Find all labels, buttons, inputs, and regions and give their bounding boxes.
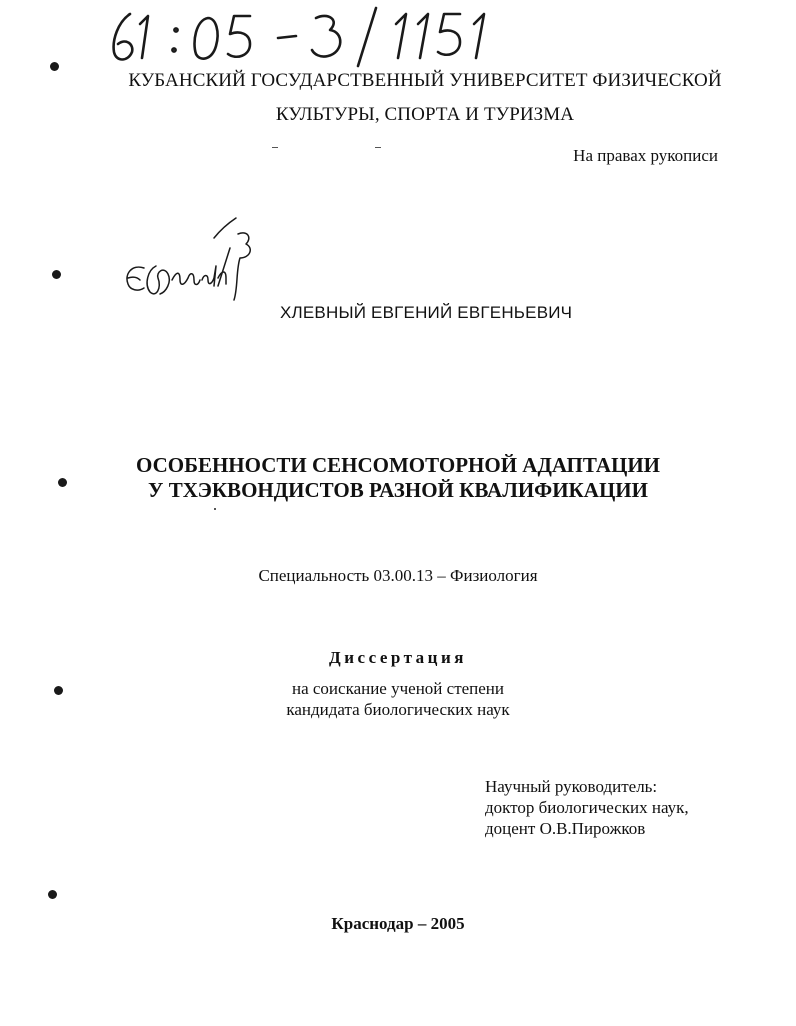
handwritten-archive-code-graphic: [100, 2, 520, 72]
manuscript-rights-note: На правах рукописи: [573, 146, 718, 165]
degree-line1: на соискание ученой степени: [291, 679, 505, 698]
handwritten-archive-code: [100, 2, 520, 72]
university-name: [110, 64, 740, 132]
degree-line2: кандидата биологических наук: [286, 700, 510, 719]
binding-hole: [50, 62, 59, 71]
scientific-supervisor: [485, 776, 689, 839]
university-name-line1: КУБАНСКИЙ ГОСУДАРСТВЕННЫЙ УНИВЕРСИТЕТ ФИЗИЧЕСКОЙ: [128, 70, 722, 91]
supervisor-degree: доктор биологических наук,: [485, 798, 689, 817]
binding-hole: [52, 270, 61, 279]
scan-speck: [375, 147, 381, 148]
supervisor-name: доцент О.В.Пирожков: [485, 819, 646, 838]
place-and-year: Краснодар – 2005: [331, 914, 465, 933]
author-name: ХЛЕВНЫЙ ЕВГЕНИЙ ЕВГЕНЬЕВИЧ: [280, 303, 573, 322]
author-signature-graphic: [118, 208, 258, 318]
author-signature: [118, 208, 258, 318]
document-type: Диссертация: [329, 648, 467, 667]
degree-sought: [0, 678, 796, 720]
scan-speck: [214, 508, 216, 510]
binding-hole: [48, 890, 57, 899]
supervisor-label: Научный руководитель:: [485, 777, 658, 796]
dissertation-title-line2: У ТХЭКВОНДИСТОВ РАЗНОЙ КВАЛИФИКАЦИИ: [148, 478, 648, 502]
dissertation-title-line1: ОСОБЕННОСТИ СЕНСОМОТОРНОЙ АДАПТАЦИИ: [135, 453, 661, 477]
dissertation-title: [0, 453, 796, 503]
speciality: Специальность 03.00.13 – Физиология: [258, 566, 538, 585]
scan-speck: [272, 147, 278, 148]
university-name-line2: КУЛЬТУРЫ, СПОРТА И ТУРИЗМА: [275, 104, 575, 125]
